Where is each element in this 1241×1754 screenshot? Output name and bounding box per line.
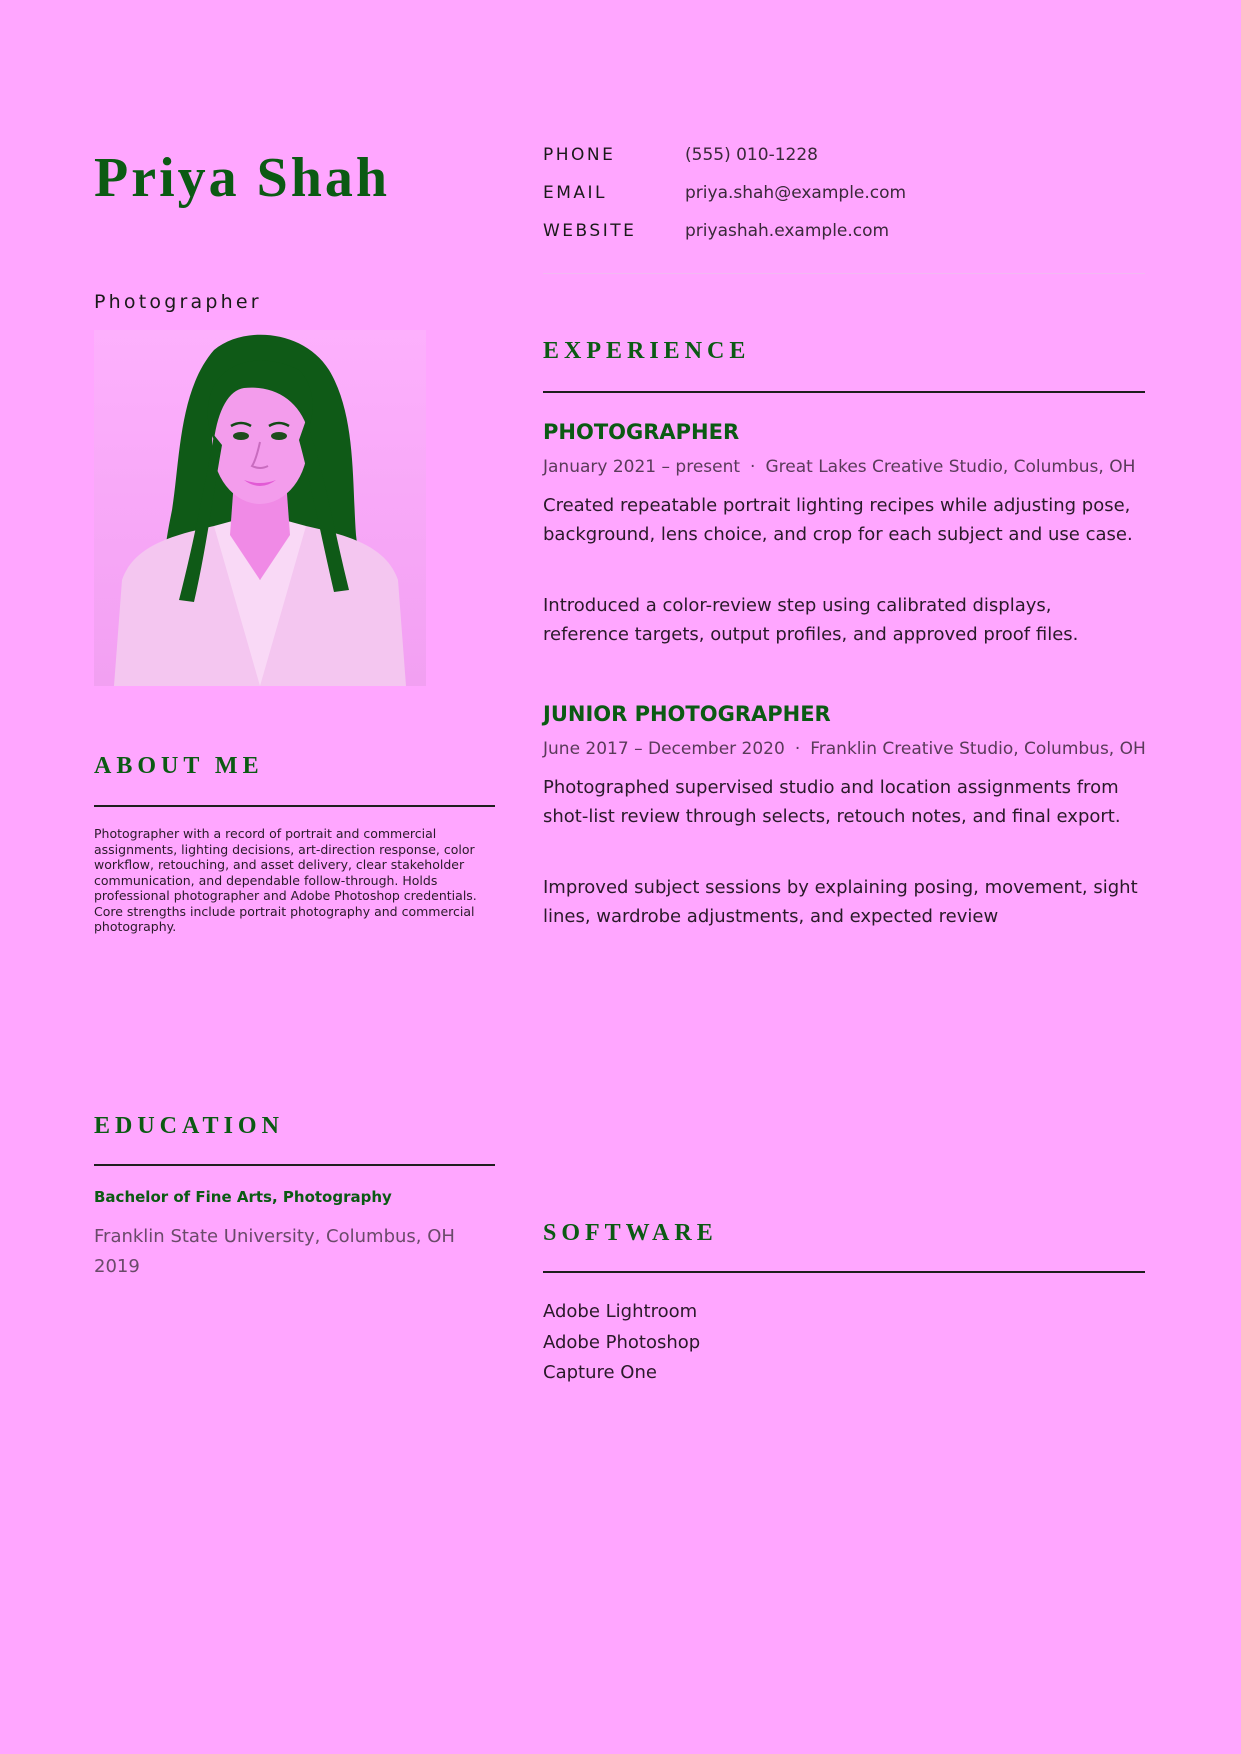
contact-value-phone[interactable]: (555) 010-1228	[685, 145, 818, 165]
candidate-role: Photographer	[94, 291, 262, 313]
job-title-2: JUNIOR PHOTOGRAPHER	[543, 702, 831, 726]
education-heading: EDUCATION	[94, 1113, 284, 1139]
portrait-illustration	[94, 330, 426, 686]
contact-value-email[interactable]: priya.shah@example.com	[685, 183, 907, 203]
software-rule	[543, 1271, 1145, 1273]
about-text: Photographer with a record of portrait and commercial assignments, lighting decisions, art-direction response, color workflow, retouching, and asset delivery, clear stakeholder communication, and dependable follow-through. Holds professional photographer and Adobe Photoshop credentials. Core strengths include portrait photography and commercial photography.	[94, 826, 477, 934]
contact-row-email	[543, 174, 1143, 212]
profile-photo	[94, 330, 426, 686]
about-rule	[94, 805, 495, 807]
job-2-bullet-2: Improved subject sessions by explaining posing, movement, sight lines, wardrobe adjustments, and expected review	[543, 877, 1138, 927]
contact-value-website[interactable]: priyashah.example.com	[685, 221, 890, 241]
education-degree: Bachelor of Fine Arts, Photography	[94, 1188, 392, 1206]
contact-divider	[543, 273, 1145, 274]
contact-label-email: EMAIL	[543, 183, 608, 203]
about-heading: ABOUT ME	[94, 753, 264, 779]
contact-label-website: WEBSITE	[543, 221, 637, 241]
candidate-name: Priya Shah	[94, 147, 391, 209]
job-employer-1: Great Lakes Creative Studio, Columbus, OH	[765, 457, 1136, 477]
education-year: 2019	[94, 1256, 140, 1277]
job-title-1: PHOTOGRAPHER	[543, 420, 740, 444]
job-meta-1: January 2021 – present · Great Lakes Creative Studio, Columbus, OH	[543, 457, 1136, 477]
software-list	[543, 1297, 700, 1389]
software-item: Adobe Photoshop	[543, 1331, 701, 1353]
job-dates-1: January 2021 – present	[543, 457, 741, 477]
contact-block	[543, 136, 1143, 250]
experience-rule	[543, 391, 1145, 393]
job-2-bullet-1: Photographed supervised studio and location assignments from shot-list review through selects, retouch notes, and final export.	[543, 777, 1121, 827]
contact-label-phone: PHONE	[543, 145, 616, 165]
job-1-bullet-2: Introduced a color-review step using calibrated displays, reference targets, output profiles, and approved proof files.	[543, 595, 1079, 645]
job-dates-2: June 2017 – December 2020	[543, 739, 785, 759]
job-meta-2: June 2017 – December 2020 · Franklin Creative Studio, Columbus, OH	[543, 739, 1146, 759]
software-item: Adobe Lightroom	[543, 1301, 698, 1322]
experience-heading: EXPERIENCE	[543, 338, 751, 364]
job-1-bullet-1: Created repeatable portrait lighting recipes while adjusting pose, background, lens choice, and crop for each subject and use case.	[543, 495, 1133, 545]
contact-row-phone	[543, 136, 1143, 174]
software-item: Capture One	[543, 1362, 657, 1383]
software-heading: SOFTWARE	[543, 1220, 718, 1246]
job-employer-2: Franklin Creative Studio, Columbus, OH	[810, 739, 1146, 759]
contact-row-website	[543, 212, 1143, 250]
education-rule	[94, 1164, 495, 1166]
education-school: Franklin State University, Columbus, OH	[94, 1226, 455, 1247]
